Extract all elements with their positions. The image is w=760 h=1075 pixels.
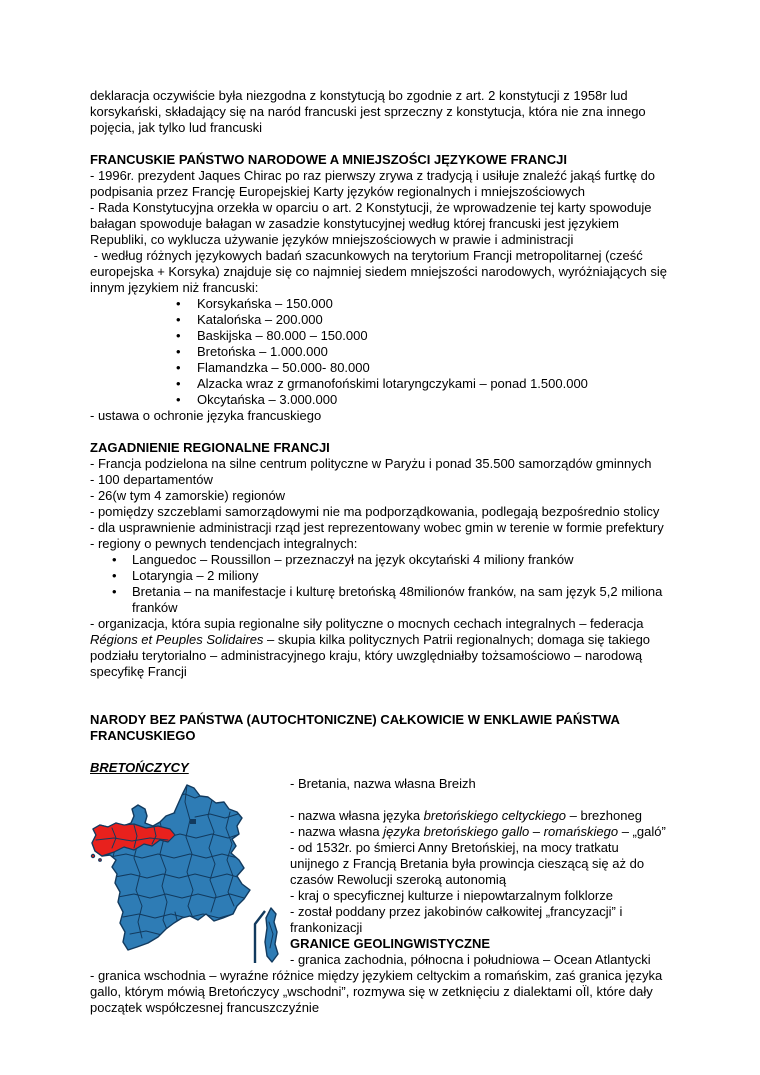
paragraph-regional-line: - pomiędzy szczeblami samorządowymi nie ma podporządkowania, podlegają bezpośrednio stolicy <box>90 504 660 519</box>
paragraph-border-east: - granica wschodnia – wyraźne różnice między językiem celtyckim a romańskim, zaś granica języka gallo, którym mówią Bretończycy „wschodni”, rozmywa się w zetknięciu z dialektami oÏl, które dały początek współczesnej francuszczyźnie <box>90 968 663 1015</box>
gallo-text-italic: języka bretońskiego gallo – romańskiego <box>383 824 619 839</box>
paragraph-regional-line: - regiony o pewnych tendencjach integralnych: <box>90 536 358 551</box>
list-item: • Okcytańska – 3.000.000 <box>90 392 670 408</box>
paragraph-border-west: - granica zachodnia, północna i południowa – Ocean Atlantycki <box>290 952 651 967</box>
paragraph-regional-line: - 26(w tym 4 zamorskie) regionów <box>90 488 286 503</box>
heading-minorities: FRANCUSKIE PAŃSTWO NARODOWE A MNIEJSZOŚCI JĘZYKOWE FRANCJI <box>90 152 567 167</box>
paragraph-regional-line: - 100 departamentów <box>90 472 213 487</box>
brittany-island-dot <box>91 854 94 857</box>
france-map-figure <box>90 782 282 967</box>
list-item: • Bretania – na manifestacje i kulturę bretońską 48milionów franków, na sam język 5,2 miliona franków <box>90 584 670 616</box>
list-item: • Korsykańska – 150.000 <box>90 296 670 312</box>
corsica-island-shape <box>265 908 278 962</box>
paragraph-federation <box>90 616 670 680</box>
federation-text-pre: - organizacja, która supia regionalne siły polityczne o mocnych cechach integralnych – federacja <box>90 616 644 631</box>
minority-list <box>90 296 670 408</box>
paragraph-chirac: - 1996r. prezydent Jaques Chirac po raz pierwszy zrywa z tradycją i usiłuje znaleźć jakąś furtkę do podpisania przez Francję Europejskiej Karty języków regionalnych i mniejszościowych <box>90 168 656 199</box>
heading-regional: ZAGADNIENIE REGIONALNE FRANCJI <box>90 440 330 455</box>
france-departments-map-image <box>90 782 282 967</box>
spacer <box>90 744 670 760</box>
breton-section <box>90 776 670 968</box>
heading-bretons: BRETOŃCZYCY <box>90 760 189 775</box>
gallo-text-pre: - nazwa własna <box>290 824 384 839</box>
paragraph-culture: - kraj o specyficznej kulturze i niepowtarzalnym folklorze <box>290 888 613 903</box>
federation-name-italic: Régions et Peuples Solidaires <box>90 632 264 647</box>
paragraph-law-note: - ustawa o ochronie języka francuskiego <box>90 408 322 423</box>
region-list <box>90 552 670 616</box>
spacer <box>90 424 670 440</box>
spacer <box>90 136 670 152</box>
heading-geolinguistic-borders: GRANICE GEOLINGWISTYCZNE <box>290 936 491 951</box>
paragraph-regional-line: - Francja podzielona na silne centrum polityczne w Paryżu i ponad 35.500 samorządów gminnych <box>90 456 652 471</box>
france-mainland-shape <box>92 785 250 950</box>
gallo-text-post: – „galó” <box>618 824 666 839</box>
corsica-inset-frame <box>255 911 265 963</box>
list-item: • Lotaryngia – 2 miliony <box>90 568 670 584</box>
list-item: • Katalońska – 200.000 <box>90 312 670 328</box>
intro-paragraph: deklaracja oczywiście była niezgodna z konstytucją bo zgodnie z art. 2 konstytucji z 1958r lud korsykański, składający się na naród francuski jest sprzeczny z konstytucja, która nie zna innego pojęcia, jak tylko lud francuski <box>90 88 650 135</box>
list-item: • Bretońska – 1.000.000 <box>90 344 670 360</box>
brittany-island-dot <box>99 859 102 862</box>
federation-text-post: – skupia kilka politycznych Patrii regionalnych; domaga się takiego podziału terytorialno – administracyjnego kraju, który uwzględniałby tożsamościowo – narodową specyfikę Francji <box>90 632 651 679</box>
paris-marker <box>190 819 196 824</box>
paragraph-1532: - od 1532r. po śmierci Anny Bretońskiej, na mocy tratkatu unijnego z Francją Bretania była prowincja cieszącą się aż do czasów Rewolucji szeroką autonomią <box>290 840 645 887</box>
list-item: • Flamandzka – 50.000- 80.000 <box>90 360 670 376</box>
list-item: • Baskijska – 80.000 – 150.000 <box>90 328 670 344</box>
paragraph-regional-line: - dla usprawnienie administracji rząd jest reprezentowany wobec gmin w terenie w formie prefektury <box>90 520 664 535</box>
list-item: • Alzacka wraz z grmanofońskimi lotaryngczykami – ponad 1.500.000 <box>90 376 670 392</box>
celtic-text-pre: - nazwa własna języka <box>290 808 424 823</box>
heading-nations-without-state: NARODY BEZ PAŃSTWA (AUTOCHTONICZNE) CAŁKOWICIE W ENKLAWIE PAŃSTWA FRANCUSKIEGO <box>90 712 620 743</box>
spacer <box>90 680 670 712</box>
paragraph-breizh: - Bretania, nazwa własna Breizh <box>290 776 476 791</box>
list-item: • Languedoc – Roussillon – przeznaczył na język okcytański 4 miliony franków <box>90 552 670 568</box>
celtic-text-post: – brezhoneg <box>566 808 642 823</box>
celtic-text-italic: bretońskiego celtyckiego <box>423 808 567 823</box>
paragraph-rada-konstytucyjna: - Rada Konstytucyjna orzekła w oparciu o art. 2 Konstytucji, że wprowadzenie tej karty spowoduje bałagan spowoduje bałagan w zasadzie konstytucyjnej według której francuski jest językiem Republiki, co wyklucza używanie języków mniejszościowych w prawie i administracji <box>90 200 652 247</box>
paragraph-jacobins: - został poddany przez jakobinów całkowitej „francyzacji” i frankonizacji <box>290 904 623 935</box>
paragraph-badania: - według różnych językowych badań szacunkowych na terytorium Francji metropolitarnej (cześć europejska + Korsyka) znajduje się co najmniej siedem mniejszości narodowych, wyróżniających się innym językiem niż francuski: <box>90 248 671 295</box>
